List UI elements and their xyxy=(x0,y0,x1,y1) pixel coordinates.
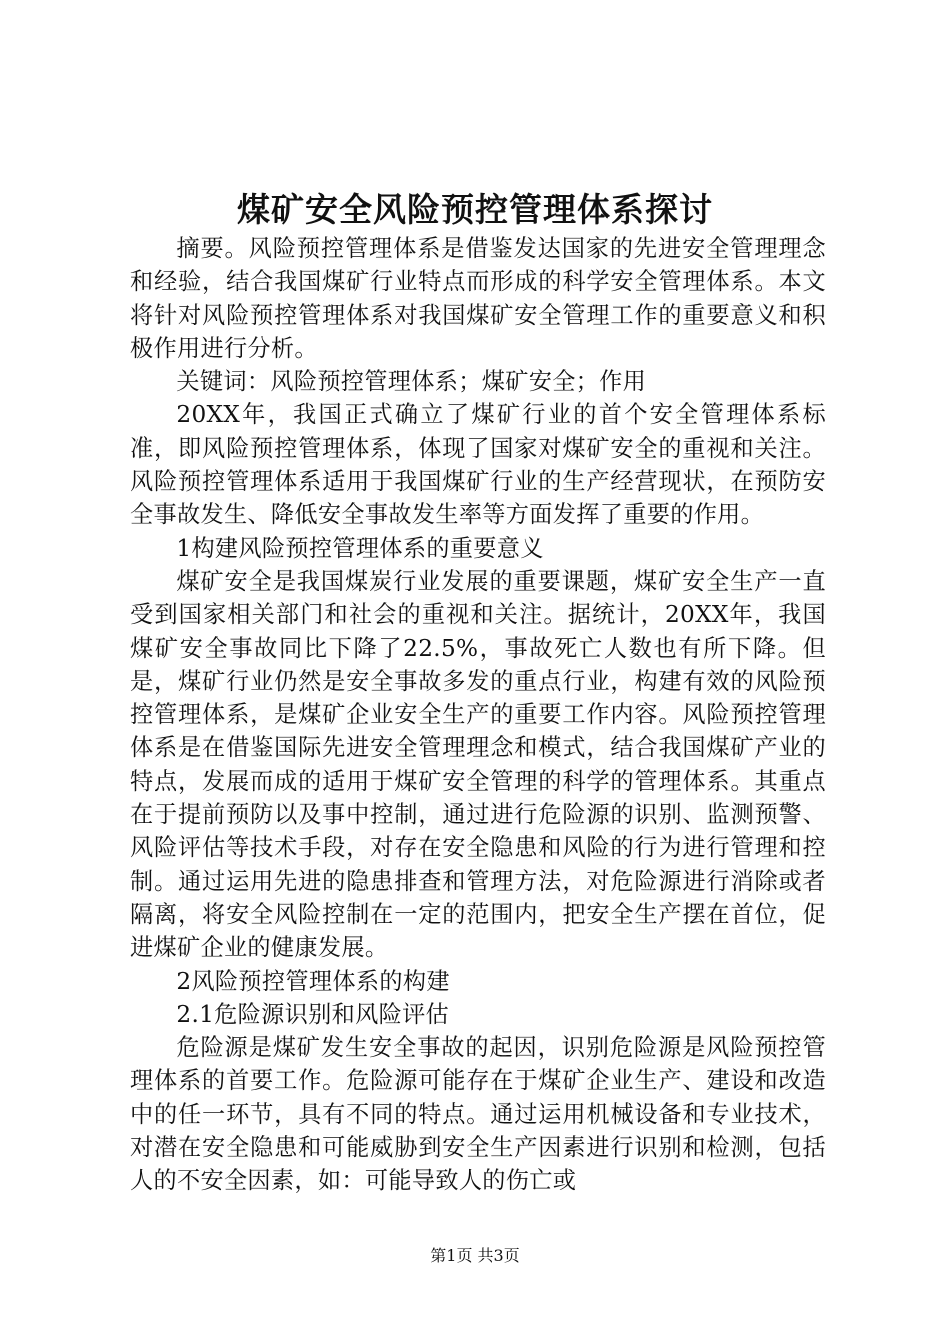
section-2-1-heading: 2.1危险源识别和风险评估 xyxy=(176,1000,450,1028)
page-footer: 第1页 共3页 xyxy=(430,1246,520,1265)
section-1-paragraph: 煤矿安全是我国煤炭行业发展的重要课题，煤矿安全生产一直受到国家相关部门和社会的重视和关注。据统计，20XX年，我国煤矿安全事故同比下降了22.5%，事故死亡人数也有所下降。但是，煤矿行业仍然是安全事故多发的重点行业，构建有效的风险预控管理体系，是煤矿企业安全生产的重要工作内容。风险预控管理体系是在借鉴国际先进安全管理理念和模式，结合我国煤矿产业的特点，发展而成的适用于煤矿安全管理的科学的管理体系。其重点在于提前预防以及事中控制，通过进行危险源的识别、监测预警、风险评估等技术手段，对存在安全隐患和风险的行为进行管理和控制。通过运用先进的隐患排查和管理方法，对危险源进行消除或者隔离，将安全风险控制在一定的范围内，把安全生产摆在首位，促进煤矿企业的健康发展。 xyxy=(130,567,826,962)
section-1-heading: 1构建风险预控管理体系的重要意义 xyxy=(176,534,544,562)
section-2-1-paragraph: 危险源是煤矿发生安全事故的起因，识别危险源是风险预控管理体系的首要工作。危险源可能存在于煤矿企业生产、建设和改造中的任一环节，具有不同的特点。通过运用机械设备和专业技术，对潜在安全隐患和可能威胁到安全生产因素进行识别和检测，包括人的不安全因素，如：可能导致人的伤亡或 xyxy=(130,1034,826,1195)
document-title: 煤矿安全风险预控管理体系探讨 xyxy=(237,190,713,229)
abstract-paragraph: 摘要。风险预控管理体系是借鉴发达国家的先进安全管理理念和经验，结合我国煤矿行业特点而形成的科学安全管理体系。本文将针对风险预控管理体系对我国煤矿安全管理工作的重要意义和积极作用进行分析。 xyxy=(130,235,826,362)
document-body xyxy=(130,232,826,1198)
intro-paragraph: 20XX年，我国正式确立了煤矿行业的首个安全管理体系标准，即风险预控管理体系，体现了国家对煤矿安全的重视和关注。风险预控管理体系适用于我国煤矿行业的生产经营现状，在预防安全事故发生、降低安全事故发生率等方面发挥了重要的作用。 xyxy=(130,401,826,529)
section-2-heading: 2风险预控管理体系的构建 xyxy=(176,967,450,995)
keywords-line: 关键词：风险预控管理体系；煤矿安全；作用 xyxy=(176,368,647,396)
